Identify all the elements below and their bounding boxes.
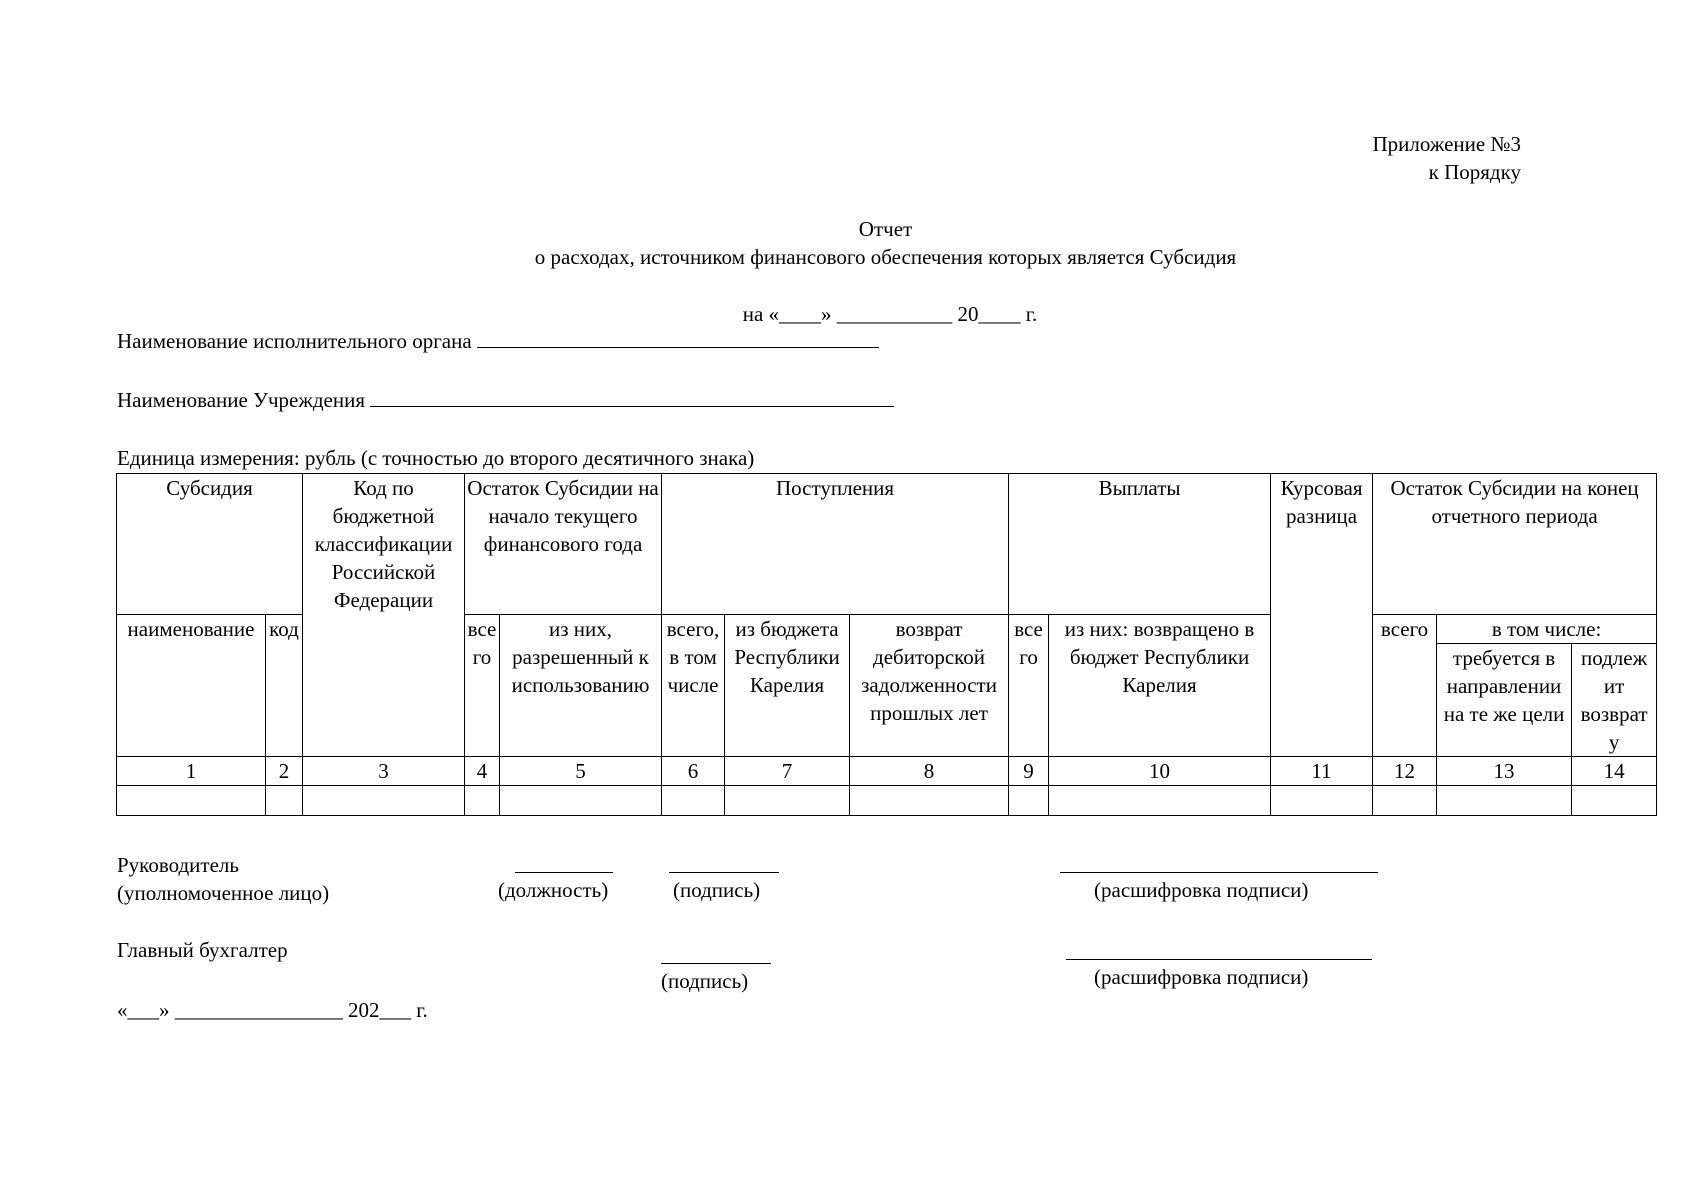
subheader-total-b: все го [1009, 615, 1049, 757]
data-cell[interactable] [266, 786, 303, 816]
appendix-order: к Порядку [1428, 160, 1521, 184]
signature-line[interactable] [669, 872, 779, 873]
column-number: 14 [1572, 757, 1657, 786]
subheader-including: в том числе: [1437, 615, 1657, 644]
unit-of-measure: Единица измерения: рубль (с точностью до второго десятичного знака) [117, 446, 755, 470]
column-number: 8 [850, 757, 1009, 786]
chief-accountant-signature-caption: (подпись) [661, 969, 749, 993]
head-label: Руководитель [117, 853, 239, 877]
column-number: 10 [1049, 757, 1271, 786]
column-number: 3 [303, 757, 465, 786]
column-numbers-row [117, 757, 1657, 786]
column-number: 13 [1437, 757, 1572, 786]
data-entry-row [117, 786, 1657, 816]
column-number: 6 [662, 757, 725, 786]
subheader-total-including: всего, в том числе [662, 615, 725, 757]
subheader-code: код [266, 615, 303, 757]
data-cell[interactable] [1437, 786, 1572, 816]
subheader-allowed-use: из них, разрешенный к использованию [500, 615, 662, 757]
report-title [0, 215, 1697, 271]
institution-label: Наименование Учреждения [117, 388, 365, 412]
chief-accountant-signature-line[interactable] [661, 963, 771, 964]
decoding-signature-line[interactable] [1060, 872, 1378, 873]
header-payments: Выплаты [1009, 474, 1271, 615]
data-cell[interactable] [850, 786, 1009, 816]
data-cell[interactable] [1572, 786, 1657, 816]
position-signature-line[interactable] [515, 872, 613, 873]
column-number: 11 [1271, 757, 1373, 786]
signing-date-line: «___» ________________ 202___ г. [117, 998, 428, 1022]
appendix-number: Приложение №3 [1372, 132, 1521, 156]
report-title-line2: о расходах, источником финансового обеспечения которых является Субсидия [534, 245, 1237, 269]
header-balance-start: Остаток Субсидии на начало текущего финансового года [465, 474, 662, 615]
report-table [116, 473, 1657, 816]
executive-body-input-line[interactable] [477, 327, 879, 348]
column-number: 4 [465, 757, 500, 786]
data-cell[interactable] [662, 786, 725, 816]
column-number: 12 [1373, 757, 1437, 786]
header-exchange-difference: Курсовая разница [1271, 474, 1373, 615]
signature-caption: (подпись) [673, 878, 761, 902]
data-cell[interactable] [117, 786, 266, 816]
header-receipts: Поступления [662, 474, 1009, 615]
chief-accountant-label: Главный бухгалтер [117, 938, 288, 962]
executive-body-label: Наименование исполнительного органа [117, 329, 472, 353]
subheader-returned-to-budget: из них: возвращено в бюджет Республики Карелия [1049, 615, 1271, 757]
header-subsidy: Субсидия [117, 474, 303, 615]
data-cell[interactable] [1271, 786, 1373, 816]
subheader-from-budget: из бюджета Республики Карелия [725, 615, 850, 757]
executive-body-field [117, 327, 879, 355]
authorized-person-label: (уполномоченное лицо) [117, 881, 330, 905]
institution-field [117, 386, 894, 414]
appendix-reference [1373, 130, 1522, 186]
data-cell[interactable] [500, 786, 662, 816]
data-cell[interactable] [1373, 786, 1437, 816]
report-date-line: на «____» ___________ 20____ г. [742, 302, 1038, 326]
subheader-exchange-blank [1271, 615, 1373, 757]
institution-input-line[interactable] [370, 386, 894, 407]
header-budget-code: Код по бюджетной классификации Российской Федерации [303, 474, 465, 615]
subheader-code-blank [303, 615, 465, 757]
position-caption: (должность) [498, 878, 609, 902]
column-number: 9 [1009, 757, 1049, 786]
subheader-to-return: подлеж ит возврат у [1572, 644, 1657, 757]
chief-accountant-decoding-line[interactable] [1066, 959, 1372, 960]
data-cell[interactable] [303, 786, 465, 816]
report-title-line1: Отчет [858, 217, 913, 241]
column-number: 7 [725, 757, 850, 786]
subheader-name: наименование [117, 615, 266, 757]
subheader-required-same-purpose: требуется в направлении на те же цели [1437, 644, 1572, 757]
column-number: 1 [117, 757, 266, 786]
subheader-total-c: всего [1373, 615, 1437, 757]
data-cell[interactable] [725, 786, 850, 816]
decoding-caption: (расшифровка подписи) [1094, 878, 1309, 902]
data-cell[interactable] [465, 786, 500, 816]
subheader-return-debt: возврат дебиторской задолженности прошлых лет [850, 615, 1009, 757]
subheader-total-a: все го [465, 615, 500, 757]
data-cell[interactable] [1009, 786, 1049, 816]
column-number: 2 [266, 757, 303, 786]
header-balance-end: Остаток Субсидии на конец отчетного периода [1373, 474, 1657, 615]
data-cell[interactable] [1049, 786, 1271, 816]
chief-accountant-decoding-caption: (расшифровка подписи) [1094, 965, 1309, 989]
column-number: 5 [500, 757, 662, 786]
